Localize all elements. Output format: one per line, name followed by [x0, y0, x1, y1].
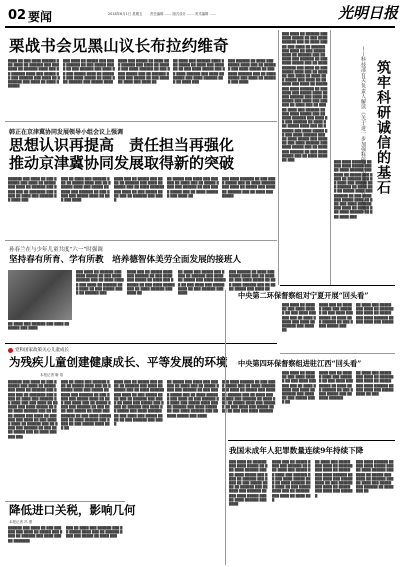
policy-banner-dot-icon: [8, 348, 13, 353]
beijing-body-col3: ████ ███ ██ █████ ███ ████ ██ ██████ ███ ████ ██ █████ ███ ██ ████ ██████ ███ ████ ██ ███ █████ ████ ███ ██ ██████ ███ ████: [114, 177, 164, 203]
inspection2-body-col3: ██ ████ ███ █████ ███ ████ ██ ██████ ███ ████ ██ █████ ███ ████ ██████ ██ ███ ████ ███ █████: [356, 303, 394, 324]
policy-banner: [8, 347, 69, 353]
inspection4-body-col2: ████ ███ ██ █████ ████ ███ ██████ ██ ███ ████ ███ █████ ██ ████ ███ ██████ ██ ███ ████ █████ ███ ██ ████ ██████: [319, 371, 353, 401]
policy-body-col4: ██ █████ ███ ████ ███ ██████ ██ ████ ███ ██ █████ ████ ███ ██████ ██ ███ ████ █████ ███ ██ ████ ██████ ███ ████ ██ ███ ██████ ██ ████ ███ █████ ████ ███ ██ ██████ ███ ████ █████ ██ ███ ████ ██████ ███ ██ ████ █████ ███ ████: [167, 380, 219, 418]
sidebar-vertical-headline: 筑牢科研诚信的基石: [375, 60, 391, 195]
dateline-columns: 责任编辑 …… 版式设计 …… 美术编辑 ……: [150, 12, 217, 16]
children-photo-caption: ██ ████ ███ ██████ ███ ████ ██ █████ ███ ████: [8, 322, 70, 331]
policy-body-col1: ██████ ███ ████ ██ ███ ██████ ███ ████ ██ █████ ███ ████ ██ ██████ ███ ████ ███ ██ ███████ ███ ████ ██ ████ ███ ██████ ██ ████ ███ ███ ████ ██ ██████ ███ ████ █████ ██ ███ ████ ██████ ███ ██ ████ █████ ███ ████ ██ ██████ ███ ████ ██ ███ █████ ████ ██ ██████ ███ ██ ████ ███ ██████ ██ ███ ████ █████ ███ ██ ████ ██████ ███: [8, 380, 58, 439]
inspection4-body-col3: ██ ████ ███ █████ ███ ████ ██ ██████ ███ ████ ██ █████ ███ ████ ██████ ██ ███ ████ ███ █████ ████ ██ ███: [356, 371, 394, 397]
beijing-body-col1: ██████ ███ ████ ██ ███ ██████ ███ ████ ██ █████ ███ ████ ██ ██████ ███ ████ ███ ██ ███████ ███ ████ ██ ████ ███ ██████ ██ ████ ███: [8, 177, 57, 203]
import-headline: 降低进口关税，影响几何: [9, 503, 136, 517]
sidebar-vertical-subtitle: ——科技部有关负责人解读《关于进一步加强科研诚信建设的若干意见》: [360, 46, 366, 216]
policy-byline: 本报记者 靳 取: [40, 373, 64, 377]
juvenile-body-col2: ████ ███ ██ █████ ████ ███ ██████ ██ ███ ████ ███ █████ ██ ████ ███ ██████ ██ ███ ████ █████ ███ ██ ████ ██████ ███ ████ ██ ███ █████ ████ ███ ██ ██████ ███ ████ ██ ████ ███: [272, 460, 311, 502]
beijing-rule: [5, 240, 277, 241]
inspection2-body-col1: ███ ████ ██ ██████ ███ ████ █████ ██ ███ ████ ██████ ███ ██ ████ █████ ███ ████ ██ ██████ ███ ████ ██: [282, 303, 316, 333]
import-body-col2: ███ ██ ████ ███ ██████ ███ ██ █████ ████ ███ ██ ██████ ████ ███ █████ ██ ████ ███: [66, 526, 123, 539]
inspection4-rule: [280, 353, 395, 354]
lead-body-col4: ██ ████ ███ ██████ ████ ███ █████ ██ ████ ███ ██████ ██ ███ ████ █████ ███ ██ ████ ██████ ███ ████ ██ █████ ███ ████ ██████ ███ ██ ████ ███: [173, 59, 225, 85]
children-rule: [5, 343, 277, 344]
masthead-rule: [5, 26, 395, 28]
column-divider-2: [330, 30, 331, 285]
paper-logo: 光明日报: [338, 4, 399, 22]
policy-body-col5: ███ ████ ██████ ██ ███ ████ █████ ███ ██ ████ ██████ ███ ████ ██ █████ ███ ████ ██ ██████ ███ ██ ████ ███ █████ ███ ██████ ██ ████ ███ ██ █████ ████ ███ ██████ ██ ███ ████ ███ █████ ████ ██ ███ ███ ████ ██████: [222, 380, 276, 414]
policy-body-col3: ████ ███ ██ █████ ███ ████ ██ ██████ ███ ████ ██ █████ ███ ██ ████ ██████ ███ ████ ██ ███ █████ ████ ███ ██ ██████ ███ ████ ██ ████ ███ █████ ███ ████ ██ ██████ ███ ████ ██ █████ ███ ████ ██████ ██ ███ ████ ███ █████ ████ ██ ███ ██████ ███ ████: [114, 380, 164, 427]
inspection4-headline: 中央第四环保督察组进驻江西“回头看”: [238, 359, 362, 368]
children-body-col3: ██ ████ ███ █████ ███ ████ ██ ██████ ███ ████ ██ █████ ███ ████ ██████ ██ ███ ████ ███ █████ ████ ██ ███ ██████ ███ ████: [178, 270, 226, 296]
children-body-col1: ███ ████ ██ ██████ ███ ████ █████ ██ ███ ████ ██████ ███ ██ ████ █████ ███ ████ ██ ██████ ███ ████ ██ ███ █████ ████ ██ ██████ ███: [76, 270, 124, 296]
juvenile-rule: [228, 440, 395, 441]
policy-headline: 为残疾儿童创建健康成长、平等发展的环境: [9, 355, 228, 369]
policy-banner-label: 党和国家政策关心儿童成长: [15, 348, 69, 353]
policy-right-divider: [225, 290, 226, 565]
import-rule: [5, 501, 125, 502]
column-divider: [278, 30, 279, 285]
lead-body-col5: ███ ██████ ██ ████ ███ █████ ████ ███ ██ ██████ ███ ████ █████ ██ ███ ████ ██████ ███ ██ ████ █████ ███ ████ ██ ██████ ███ ████: [228, 59, 276, 85]
import-byline: 本报记者 冯 蕾: [9, 520, 33, 524]
beijing-body-col5: ███ ████ ██████ ██ ███ ████ █████ ███ ██ ████ ██████ ███ ████ ██ █████ ███ ████ ██ ██████ ███ ██ ████ ███ █████: [222, 177, 276, 198]
juvenile-body-col3: ██ ████ ███ █████ ███ ████ ██ ██████ ███ ████ ██ █████ ███ ████ ██████ ██ ███ ████ ███ █████ ████ ██ ███ ██████ ███ ████ ██ █████ ███ ████ ███ ██████: [315, 460, 353, 498]
lead-body-col1: ████ ██ ███ ████ ██████ ███ ████ ██ ██████ ███ ███ ████ ██ ██████ ████ ███ ██ ██████ ████ ███ █████ ██ ███ ██████ ███ ████ ██ ███████ ███ ████ ██ ████ ██████: [8, 59, 60, 89]
sidebar-body-col1: ███ ████ ██ ██████ ███ ████ █████ ██ ███ ████ ██████ ███ ██ ████ █████ ███ ████ ██ ██████ ███ ████ ██ ███ █████ ████ ██ ██████ ███ ██ ████ ███ ██████ ██ ███ ████ █████ ███ ██ ████ ██████ ███ ████ ██ ███ █████ ████ ███ ██ ██████ ███ ████ ██ ████ ███ █████ ███ ████ ██ ██████ ███ ████ ██ █████ ███ ████ ██████ ██ ███ ████ ███ █████ ████ ██ ███ ██████ ███ ████ ██ █████ ███ ████ ███ ██████ ██ ████ ███ ██ █████ ████ ███ ██████ ██ ███ ████ █████ ███ ██ ████ ██████ ███ ████ ██ ███ ██████ ██ ████ ███ █████ ████ ███ ██ ██████ ███ ████ █████ ██ ███ ████ ██████ ███ ██ ████ █████ ███ ████ ██ ███ ████ ██████ ███ ████ █████ ███ ██ ████ ███ ██████ ██ ███ ████ █████ ███ ██ ████ ██████ ███: [282, 32, 328, 163]
children-body-col4: ███ ██████ ██ ████ ███ █████ ████ ███ ██ ██████ ███ ████ █████ ██ ███ ████ ██████ ███ ██ ████ █████ ███ ████ ██: [229, 270, 276, 291]
inspection2-body-col2: ████ ███ ██ █████ ████ ███ ██████ ██ ███ ████ ███ █████ ██ ████ ███ ██████ ██ ███ ████ █████ ███: [319, 303, 353, 329]
juvenile-body-col4: ███ ████ ██████ ██ ███ ████ █████ ███ ██ ████ ██████ ███ ████ ██ █████ ███ ████ ██ ██████ ███ ██ ████ ███ █████ ███ ██████ ██ ████ ███ ██: [356, 460, 394, 494]
page-number: 02: [8, 8, 27, 23]
lead-headline: 栗战书会见黑山议长布拉约维奇: [9, 37, 229, 55]
children-headline: 坚持春有所育、学有所教 培养德智体美劳全面发展的接班人: [9, 255, 242, 265]
beijing-body-col2: ███ ██ ████ ███ ██████ ███ ██ █████ ████ ███ ██ ██████ ████ ███ █████ ██ ████ ███ ██████ ██ ███ ████ ███ █████ ████ ██ ███ ███ ████: [61, 177, 111, 203]
beijing-kicker: 韩正在京津冀协同发展领导小组会议上强调: [9, 129, 124, 136]
juvenile-body-col1: ███ ████ ██ ██████ ███ ████ █████ ██ ███ ████ ██████ ███ ██ ████ █████ ███ ████ ██ ██████ ███ ████ ██ ███ █████ ████ ██ ██████ ███ ██ ████ ███ ██████ ██ ███ ████ █████ ███ ██ ████ ██████ ███ ████: [229, 460, 268, 507]
sidebar-body-col2: ███ ████ ██████ ██ ███ ████ █████ ███ ██ ████ ██████ ███ ████ ██ █████ ███ ████ ██ ██████ ███ ██ ████ ███ █████ ███ ██████ ██ ████ ███ ██ █████ ████ ███ ██████ ██ ███ ████ ███ █████ ████ ██ ███ ███ ████ ██████ ███ ████ ██ █████ ███ ████ ██████ ██ ███ ████ ███: [334, 160, 373, 219]
children-body-col2: ████ ███ ██ █████ ████ ███ ██████ ██ ███ ████ ███ █████ ██ ████ ███ ██████ ██ ███ ████ █████ ███ ██ ████ ██████ ███ ████ ██: [127, 270, 175, 296]
inspection2-headline: 中央第二环保督察组对宁夏开展“回头看”: [238, 291, 369, 300]
beijing-headline-2: 推动京津冀协同发展取得新的突破: [9, 154, 235, 172]
section-name: 要闻: [28, 10, 53, 24]
children-photo: [8, 270, 72, 320]
policy-body-col2: ███ ██ ████ ███ ██████ ███ ██ █████ ████ ███ ██ ██████ ████ ███ █████ ██ ████ ███ ██████ ██ ███ ████ ███ █████ ████ ██ ███ ███ ████ ███ ██ █████ ████ ███ ██████ ██ ███ ████ ███ █████ ██ ████ ███ ██████ ██ ███ ████ █████ ███ ██ ████ ██████ ███ ████ ██ ███ █████ ████ ███ ██: [61, 380, 111, 431]
juvenile-headline: 我国未成年人犯罪数量连续9年持续下降: [229, 446, 364, 455]
dateline: 2018年6月1日 星期五: [108, 12, 143, 16]
inspection4-body-col1: ███ ████ ██ ██████ ███ ████ █████ ██ ███ ████ ██████ ███ ██ ████ █████ ███ ████ ██ ██████ ███ ████ ██ ███ █████ ████ ██: [282, 371, 316, 405]
beijing-body-col4: ██ █████ ███ ████ ███ ██████ ██ ████ ███ ██ █████ ████ ███ ██████ ██ ███ ████ █████ ███ ██ ████ ██████ ███ ████ ██: [167, 177, 219, 198]
children-kicker: 孙春兰在与少年儿童共度“六一”时强调: [9, 247, 103, 253]
import-body-col1: ██████ ███ ████ ██ ███ ██████ ███ ████ ██ █████ ███ ████ ██ ██████ ███ ████ ███ ██ ███████: [8, 526, 63, 543]
inspection2-rule: [280, 285, 395, 286]
lead-body-col2: ███ ████ ██ █████ ███ ████ ██████ ██ ███ █████ ████ ██ ███ ██████ ███ ████ ██ ███ █████ ████ ██ ██████ ███ ████ █████ ██ ████ ███ ██████ ███ █████ ████: [63, 59, 115, 85]
lead-body-col3: ████ ███ █████ ██ ████ ███ ██████ ███ ████ ██ █████ ███ ████ ██████ ██ ███ ████ █████ ███ ██ ██████ ████ ███ █████ ██ ███ ██████ ████ ███ ████ ██: [118, 59, 170, 85]
lead-rule: [5, 121, 277, 122]
beijing-headline-1: 思想认识再提高 责任担当再强化: [9, 136, 235, 154]
